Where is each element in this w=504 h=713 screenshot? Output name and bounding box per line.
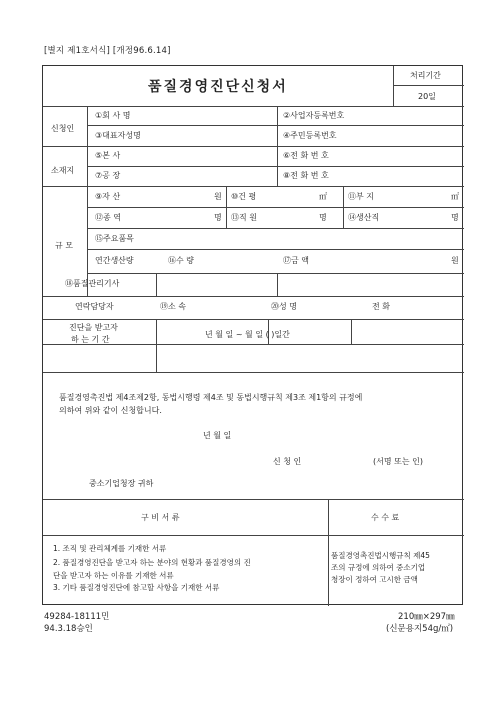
scale-label: 규 모	[55, 241, 73, 250]
production-staff-unit: 명	[451, 213, 459, 222]
contact-phone-field[interactable]: 전 화	[372, 302, 390, 311]
application-date[interactable]: 년 월 일	[203, 431, 232, 440]
form-title: 품질경영진단신청서	[148, 79, 288, 95]
period-label-line1: 진단을 받고자	[69, 323, 118, 332]
office-staff-field[interactable]: ⑬직 원	[231, 213, 257, 222]
fee-line-2: 조의 규정에 의하여 중소기업	[331, 563, 426, 572]
head-office-phone-field[interactable]: ⑥전 화 번 호	[283, 151, 329, 160]
applicant-label: 신청인	[51, 124, 75, 133]
annual-production-label: 연간생산량	[95, 256, 134, 265]
processing-period-value: 20일	[418, 92, 436, 101]
footer-approval: 94.3.18승인	[44, 624, 93, 634]
qm-engineer-field[interactable]: ⑱품질관리기사	[65, 279, 120, 288]
contact-name-field[interactable]: ⑳성 명	[271, 302, 297, 311]
head-office-field[interactable]: ⑤본 사	[95, 151, 121, 160]
company-name-field[interactable]: ①회 사 명	[95, 111, 131, 120]
amount-field[interactable]: ⑰금 액	[283, 256, 309, 265]
quantity-field[interactable]: ⑯수 량	[168, 256, 194, 265]
applicant-signature-label: 신 청 인	[273, 457, 302, 466]
required-docs-header: 구 비 서 류	[141, 513, 180, 522]
doc-item-3: 3. 기타 품질경영진단에 참고할 사항을 기재한 서류	[53, 583, 220, 592]
resident-number-field[interactable]: ④주민등록번호	[283, 131, 337, 140]
address-label: 소재지	[51, 166, 75, 175]
addressee: 중소기업청장 귀하	[89, 479, 154, 488]
fee-header: 수 수 료	[371, 513, 400, 522]
building-area-field[interactable]: ⑩건 평	[231, 192, 257, 201]
production-staff-field[interactable]: ⑭생산직	[348, 213, 380, 222]
main-products-field[interactable]: ⑮주요품목	[95, 234, 134, 243]
capital-field[interactable]: ⑨자 산	[95, 192, 121, 201]
doc-item-1: 1. 조직 및 관리체계를 기재한 서류	[53, 544, 167, 553]
period-field[interactable]: 년 월 일 ~ 월 일 ( )일간	[205, 330, 290, 339]
fee-line-3: 청장이 정하여 고시한 금액	[331, 575, 418, 584]
amount-unit: 원	[451, 256, 459, 265]
capital-unit: 원	[214, 192, 222, 201]
processing-period-label: 처리기간	[410, 71, 441, 80]
land-unit: ㎡	[451, 192, 459, 201]
footer-code: 49284-18111민	[44, 612, 110, 622]
statement-line1: 품질경영촉진법 제4조제2항, 동법시행령 제4조 및 동법시행규칙 제3조 제1항의 규정에	[59, 393, 363, 402]
statement-line2: 의하여 위와 같이 신청합니다.	[59, 406, 162, 415]
signature-field[interactable]: (서명 또는 인)	[373, 457, 423, 466]
business-number-field[interactable]: ②사업자등록번호	[283, 111, 345, 120]
form-number: [별지 제1호서식] [개정96.6.14]	[44, 46, 171, 56]
fee-line-1: 품질경영촉진법시행규칙 제45	[331, 551, 430, 560]
doc-item-2: 2. 품질경영진단을 받고자 하는 분야의 현황과 품질경영의 진	[53, 558, 251, 567]
contact-label: 연락담당자	[75, 302, 114, 311]
doc-item-2-cont: 단을 받고자 하는 이유를 기재한 서류	[53, 571, 174, 580]
factory-phone-field[interactable]: ⑧전 화 번 호	[283, 171, 329, 180]
footer-paper-type: (신문용지54g/㎡)	[386, 624, 454, 634]
employees-field[interactable]: ⑫종 역	[95, 213, 121, 222]
employees-unit: 명	[214, 213, 222, 222]
building-unit: ㎡	[319, 192, 327, 201]
representative-field[interactable]: ③대표자성명	[95, 131, 141, 140]
contact-department-field[interactable]: ⑲소 속	[160, 302, 186, 311]
footer-paper-size: 210㎜×297㎜	[398, 612, 455, 622]
period-label-line2: 하 는 기 간	[71, 335, 110, 344]
office-staff-unit: 명	[319, 213, 327, 222]
factory-field[interactable]: ⑦공 장	[95, 171, 121, 180]
application-form	[42, 65, 463, 605]
land-area-field[interactable]: ⑪부 지	[348, 192, 374, 201]
